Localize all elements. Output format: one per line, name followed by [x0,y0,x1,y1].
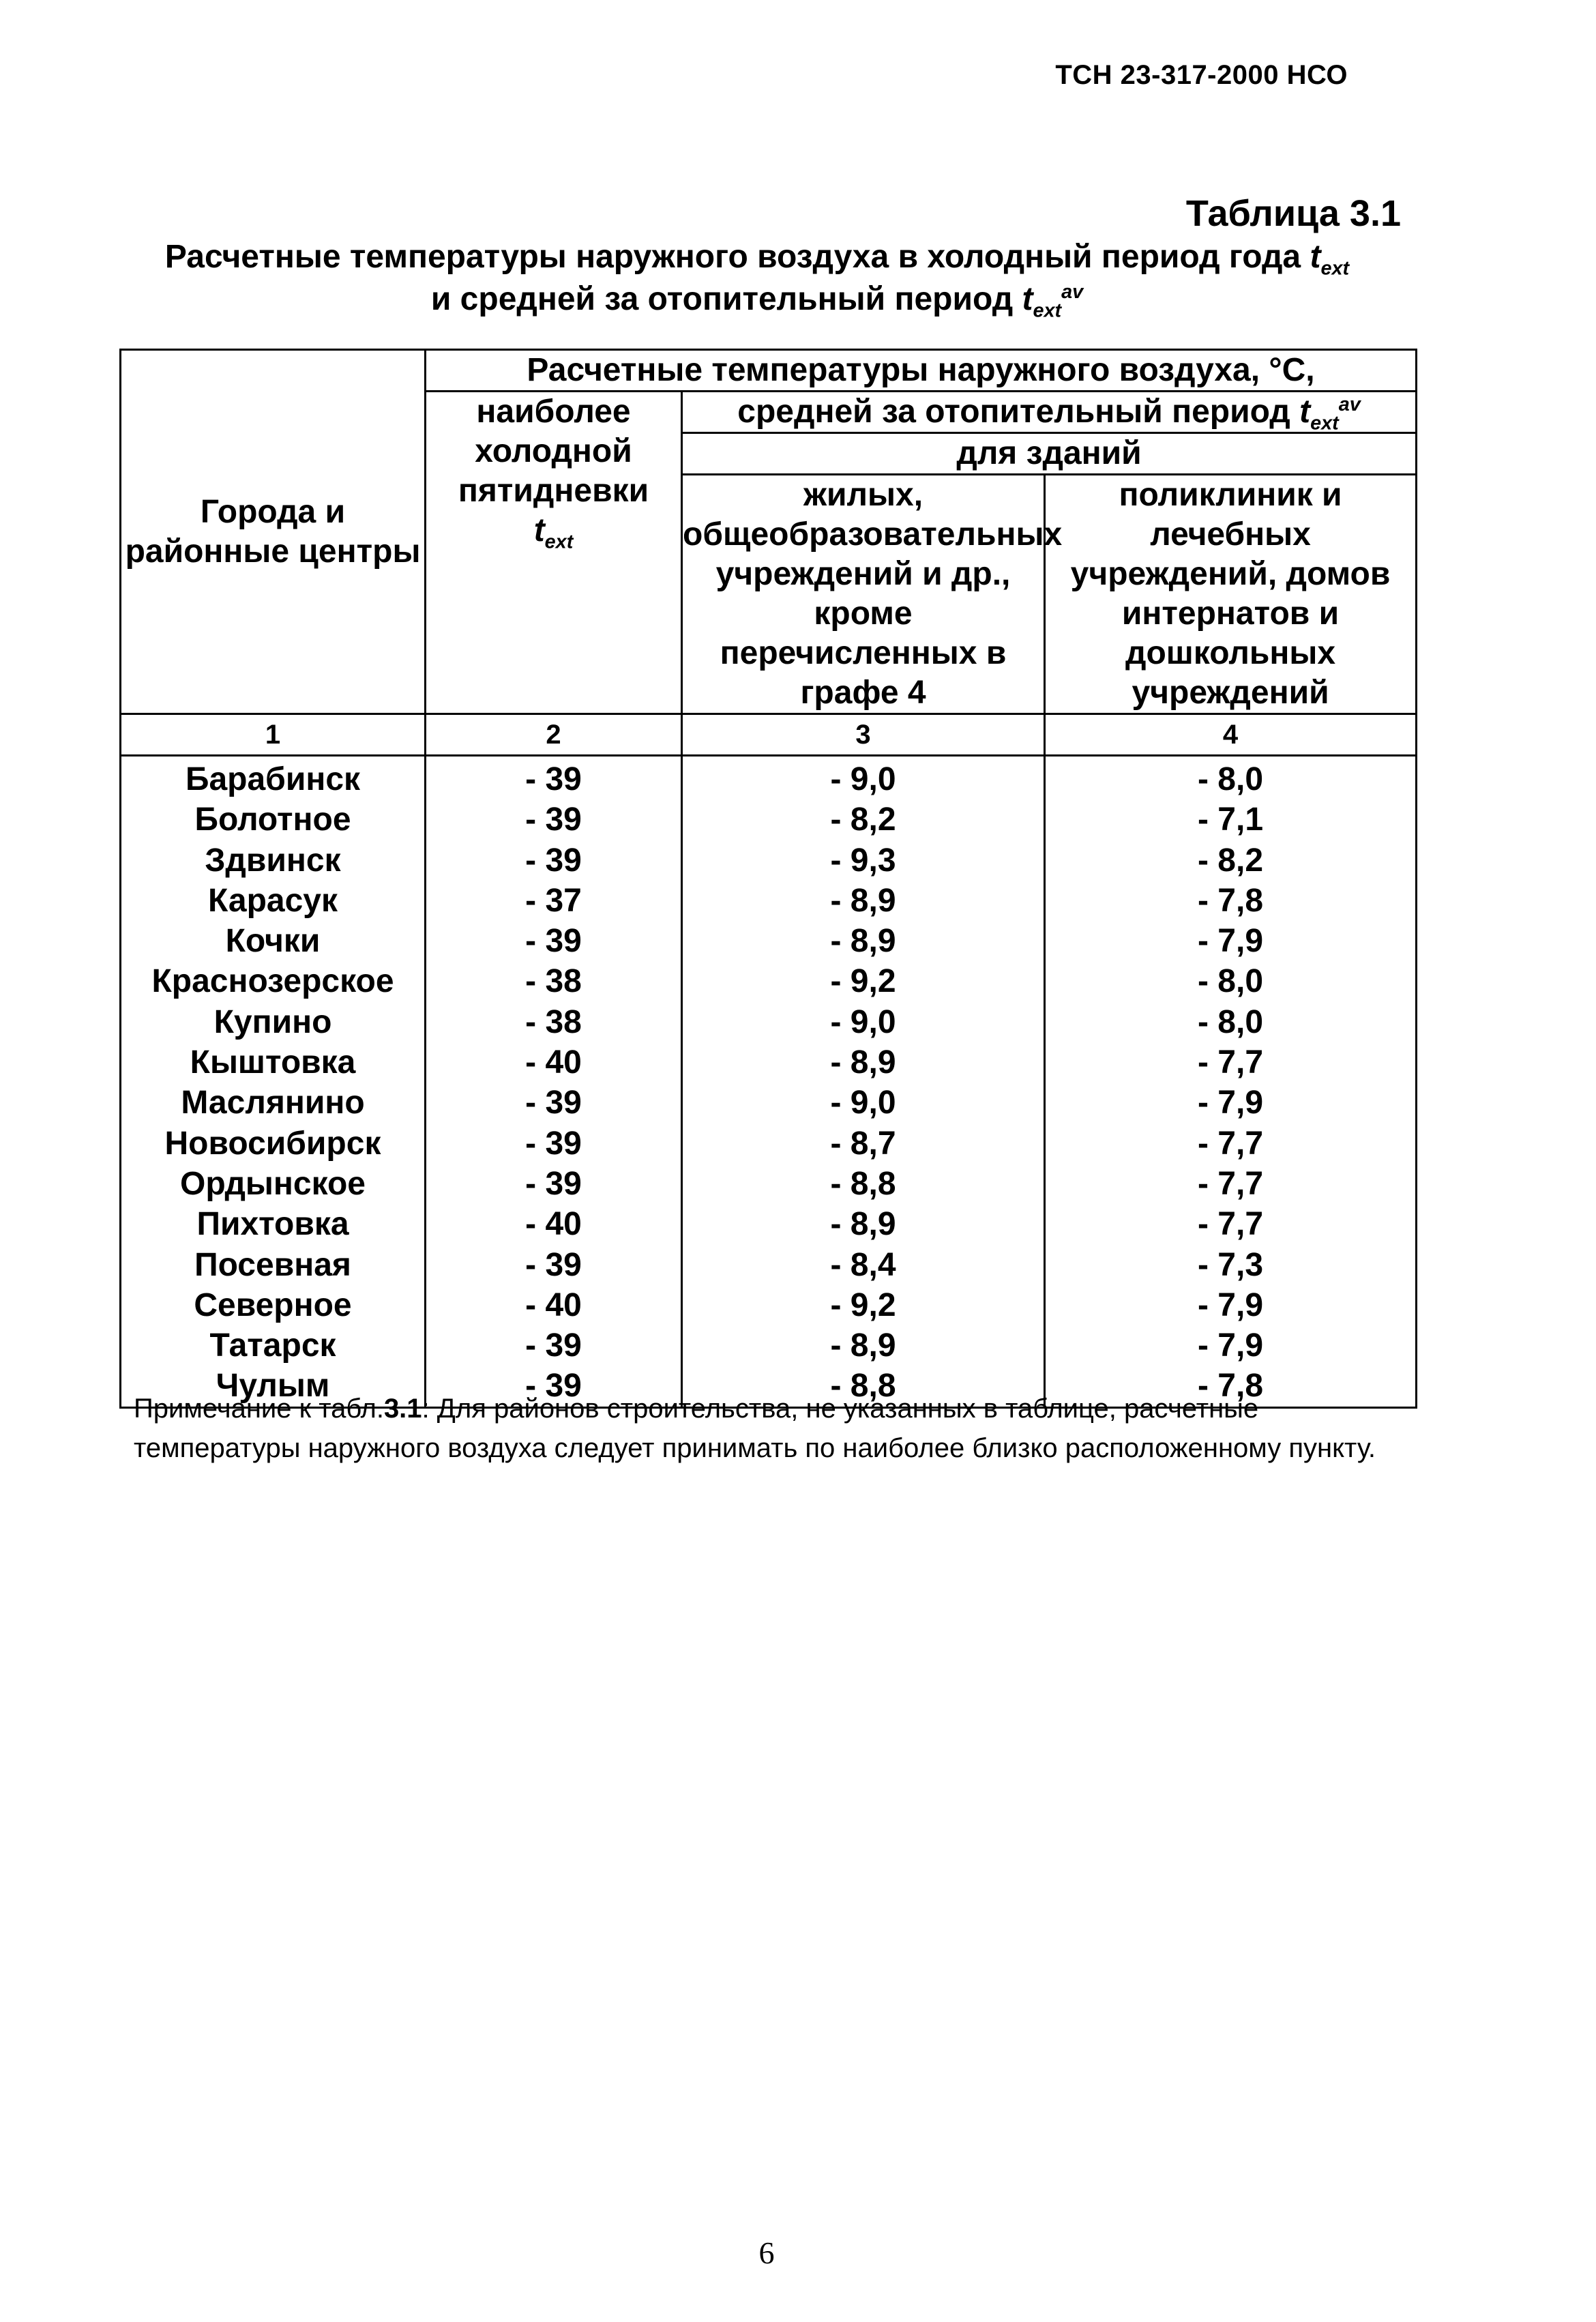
coldest-value: - 40 [525,1044,582,1081]
residential-value: - 9,0 [830,761,896,797]
coldest-value: - 39 [525,1085,582,1121]
note-prefix: Примечание к табл. [134,1394,384,1424]
coldest-value: - 39 [525,923,582,960]
city-name: Кыштовка [190,1044,356,1081]
coldest-value: - 39 [525,1246,582,1283]
coldest-value: - 38 [525,963,582,1000]
coldest-value: - 37 [525,882,582,919]
temperature-table [119,349,1417,1409]
city-name: Ордынское [179,1165,366,1202]
residential-column [682,756,1045,1408]
city-name: Татарск [209,1327,336,1364]
city-name: Карасук [207,882,338,919]
city-name: Маслянино [181,1085,365,1121]
header-coldest-five-day [426,392,682,714]
header-coldest-label: наиболее холодной пятидневки [458,394,649,509]
city-name: Кочки [225,923,321,960]
residential-value: - 8,9 [830,1327,896,1364]
column-number-4: 4 [1045,714,1417,756]
note-text: : Для районов строительства, не указанных в таблице, расчетные температуры наружного воздуха следует принимать по наиболее близко расположенному пункту. [134,1394,1376,1463]
column-number-1: 1 [121,714,426,756]
city-name: Здвинск [205,842,341,879]
title-var-text: $t_{ext}$ [1310,239,1350,280]
clinics-value: - 7,7 [1197,1206,1264,1243]
residential-value: - 9,0 [830,1085,896,1121]
residential-value: - 8,9 [830,1206,896,1243]
table-title-line-2 [109,278,1405,321]
header-average-var: $t_{ext}^{av}$ [1299,394,1361,435]
residential-value: - 8,4 [830,1246,896,1283]
clinics-value: - 7,9 [1197,1287,1264,1323]
document-code: ТСН 23-317-2000 НСО [1055,60,1348,90]
city-name: Краснозерское [151,963,394,1000]
city-name: Пихтовка [196,1206,349,1243]
residential-value: - 9,2 [830,963,896,1000]
header-coldest-var: $t_{ext}$ [533,512,574,553]
residential-value: - 8,2 [830,802,896,838]
clinics-value: - 7,9 [1197,923,1264,960]
residential-value: - 9,3 [830,842,896,879]
clinics-value: - 8,0 [1197,963,1264,1000]
residential-value: - 9,2 [830,1287,896,1323]
column-number-row [121,714,1417,756]
note-table-ref: 3.1 [383,1394,422,1424]
clinics-value: - 7,3 [1197,1246,1264,1283]
clinics-value: - 7,7 [1197,1044,1264,1081]
header-average-label: средней за отопительный период [737,394,1290,430]
column-number-2: 2 [426,714,682,756]
residential-value: - 8,9 [830,923,896,960]
city-name: Барабинск [185,761,361,797]
coldest-value: - 39 [525,761,582,797]
clinics-value: - 7,7 [1197,1125,1264,1162]
header-city-column: Города и районные центры [121,350,426,714]
title-line1-text: Расчетные температуры наружного воздуха в холодный период года [164,239,1301,275]
coldest-value: - 39 [525,842,582,879]
table-title-line-1 [109,236,1405,278]
table-body-row [121,756,1417,1408]
header-clinics-buildings: поликлиник и лечебных учреждений, домов интернатов и дошкольных учреждений [1045,475,1417,714]
coldest-value: - 39 [525,1368,582,1405]
city-name: Купино [213,1003,332,1040]
column-number-3: 3 [682,714,1045,756]
clinics-column [1045,756,1417,1408]
page-number: 6 [758,2235,775,2270]
city-name: Чулым [216,1368,330,1405]
clinics-value: - 7,1 [1197,802,1264,838]
residential-value: - 8,8 [830,1165,896,1202]
coldest-value: - 39 [525,1327,582,1364]
city-name: Северное [194,1287,352,1323]
residential-value: - 9,0 [830,1003,896,1040]
header-main: Расчетные температуры наружного воздуха, °С, [426,350,1417,392]
residential-value: - 8,8 [830,1368,896,1405]
table-title [109,236,1405,321]
city-name: Посевная [194,1246,351,1283]
city-column [121,756,426,1408]
title-var-text-av: $t_{ext}^{av}$ [1022,281,1084,322]
residential-value: - 8,9 [830,882,896,919]
header-for-buildings: для зданий [682,433,1417,475]
clinics-value: - 8,0 [1197,761,1264,797]
header-residential-buildings: жилых, общеобразовательных учреждений и др., кроме перечисленных в графе 4 [682,475,1045,714]
clinics-value: - 7,8 [1197,1368,1264,1405]
city-name: Новосибирск [164,1125,381,1162]
clinics-value: - 8,0 [1197,1003,1264,1040]
coldest-column [426,756,682,1408]
residential-value: - 8,9 [830,1044,896,1081]
coldest-value: - 40 [525,1206,582,1243]
clinics-value: - 7,8 [1197,882,1264,919]
table-note [134,1389,1430,1468]
header-average-heating-period [682,392,1417,433]
coldest-value: - 39 [525,1165,582,1202]
clinics-value: - 8,2 [1197,842,1264,879]
title-line2-text: и средней за отопительный период [430,281,1014,317]
table-label: Таблица 3.1 [1185,193,1401,234]
coldest-value: - 38 [525,1003,582,1040]
residential-value: - 8,7 [830,1125,896,1162]
clinics-value: - 7,9 [1197,1327,1264,1364]
city-name: Болотное [194,802,351,838]
coldest-value: - 40 [525,1287,582,1323]
coldest-value: - 39 [525,802,582,838]
clinics-value: - 7,9 [1197,1085,1264,1121]
coldest-value: - 39 [525,1125,582,1162]
clinics-value: - 7,7 [1197,1165,1264,1202]
